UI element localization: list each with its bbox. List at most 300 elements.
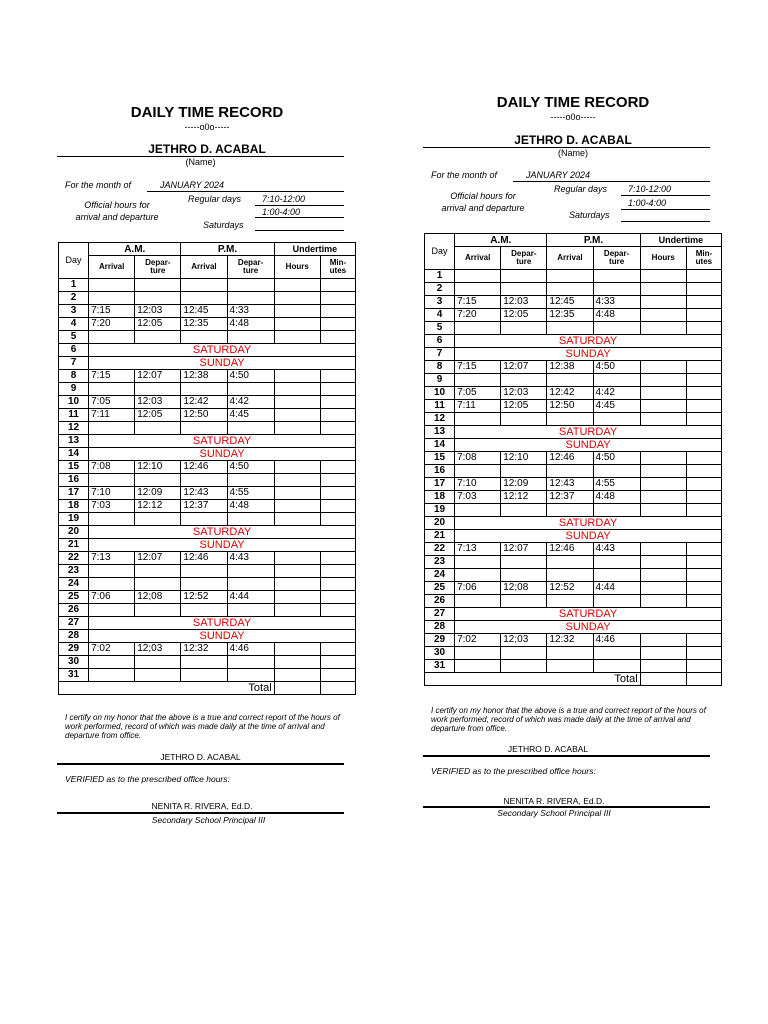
day-cell: 3 bbox=[59, 305, 89, 318]
col-day-header: Day bbox=[59, 243, 89, 279]
day-cell: 25 bbox=[425, 582, 455, 595]
undertime-minutes-cell bbox=[686, 400, 721, 413]
table-row bbox=[59, 292, 356, 305]
table-row bbox=[425, 322, 722, 335]
undertime-hours-cell bbox=[274, 396, 320, 409]
undertime-hours-cell bbox=[640, 569, 686, 582]
pm-arrival-cell bbox=[547, 595, 593, 608]
table-row bbox=[425, 595, 722, 608]
undertime-hours-cell bbox=[274, 279, 320, 292]
day-cell: 1 bbox=[425, 270, 455, 283]
pm-arrival-cell: 12:35 bbox=[181, 318, 227, 331]
table-row bbox=[425, 348, 722, 361]
am-arrival-cell bbox=[455, 270, 501, 283]
rest-day-cell: SUNDAY bbox=[455, 621, 722, 634]
pm-departure-cell bbox=[593, 283, 640, 296]
undertime-minutes-cell bbox=[320, 552, 355, 565]
undertime-hours-cell bbox=[274, 409, 320, 422]
pm-departure-cell: 4:45 bbox=[227, 409, 274, 422]
undertime-hours-cell bbox=[274, 604, 320, 617]
day-cell: 31 bbox=[425, 660, 455, 673]
time-record-table bbox=[58, 242, 356, 695]
am-arrival-cell bbox=[455, 556, 501, 569]
undertime-hours-cell bbox=[274, 383, 320, 396]
am-departure-cell bbox=[501, 647, 547, 660]
am-arrival-cell bbox=[89, 578, 135, 591]
pm-arrival-cell bbox=[547, 322, 593, 335]
am-departure-cell bbox=[135, 292, 181, 305]
undertime-hours-cell bbox=[640, 543, 686, 556]
undertime-minutes-cell bbox=[320, 643, 355, 656]
principal-signature-line bbox=[57, 812, 344, 814]
am-arrival-cell: 7:05 bbox=[455, 387, 501, 400]
table-row bbox=[59, 435, 356, 448]
day-cell: 18 bbox=[59, 500, 89, 513]
am-arrival-cell bbox=[455, 374, 501, 387]
am-arrival-cell: 7:11 bbox=[455, 400, 501, 413]
day-cell: 24 bbox=[425, 569, 455, 582]
undertime-minutes-cell bbox=[686, 634, 721, 647]
am-departure-cell: 12:03 bbox=[135, 305, 181, 318]
col-am-header: A.M. bbox=[455, 234, 547, 247]
day-cell: 29 bbox=[425, 634, 455, 647]
pm-arrival-cell bbox=[181, 604, 227, 617]
table-row bbox=[425, 452, 722, 465]
am-arrival-cell: 7:02 bbox=[455, 634, 501, 647]
undertime-minutes-cell bbox=[320, 669, 355, 682]
pm-arrival-cell bbox=[547, 647, 593, 660]
pm-departure-cell bbox=[593, 413, 640, 426]
undertime-hours-cell bbox=[274, 669, 320, 682]
day-cell: 22 bbox=[425, 543, 455, 556]
day-cell: 2 bbox=[425, 283, 455, 296]
pm-departure-cell bbox=[227, 578, 274, 591]
dtr-form-right bbox=[423, 0, 723, 1024]
official-hours-line1: Official hours for bbox=[84, 200, 150, 210]
day-cell: 20 bbox=[425, 517, 455, 530]
pm-arrival-cell bbox=[181, 422, 227, 435]
pm-departure-cell: 4:46 bbox=[227, 643, 274, 656]
col-am-arrival: Arrival bbox=[89, 256, 135, 279]
table-row bbox=[59, 461, 356, 474]
pm-arrival-cell: 12:43 bbox=[547, 478, 593, 491]
month-label: For the month of bbox=[431, 170, 498, 180]
undertime-hours-cell bbox=[640, 660, 686, 673]
undertime-hours-cell bbox=[274, 500, 320, 513]
undertime-minutes-cell bbox=[320, 474, 355, 487]
undertime-minutes-cell bbox=[320, 331, 355, 344]
pm-departure-cell bbox=[227, 279, 274, 292]
day-cell: 5 bbox=[59, 331, 89, 344]
pm-departure-cell: 4:50 bbox=[593, 361, 640, 374]
am-departure-cell bbox=[135, 331, 181, 344]
table-row bbox=[59, 318, 356, 331]
table-row bbox=[425, 621, 722, 634]
am-departure-cell: 12:05 bbox=[501, 309, 547, 322]
pm-departure-cell: 4:45 bbox=[593, 400, 640, 413]
undertime-hours-cell bbox=[640, 634, 686, 647]
saturdays-underline bbox=[255, 230, 344, 231]
undertime-hours-cell bbox=[274, 487, 320, 500]
undertime-minutes-cell bbox=[320, 461, 355, 474]
am-arrival-cell: 7:15 bbox=[89, 305, 135, 318]
col-pm-header: P.M. bbox=[181, 243, 274, 256]
rest-day-cell: SUNDAY bbox=[89, 448, 356, 461]
am-departure-cell bbox=[501, 374, 547, 387]
am-departure-cell: 12:03 bbox=[501, 296, 547, 309]
undertime-minutes-cell bbox=[320, 305, 355, 318]
rest-day-cell: SATURDAY bbox=[455, 608, 722, 621]
table-row bbox=[59, 500, 356, 513]
day-cell: 11 bbox=[425, 400, 455, 413]
table-row bbox=[425, 543, 722, 556]
day-cell: 12 bbox=[425, 413, 455, 426]
table-row bbox=[425, 426, 722, 439]
pm-arrival-cell bbox=[181, 513, 227, 526]
am-departure-cell bbox=[501, 504, 547, 517]
am-departure-cell bbox=[135, 578, 181, 591]
col-pm-arrival: Arrival bbox=[547, 247, 593, 270]
day-cell: 20 bbox=[59, 526, 89, 539]
table-row bbox=[59, 370, 356, 383]
day-cell: 1 bbox=[59, 279, 89, 292]
am-arrival-cell: 7:08 bbox=[455, 452, 501, 465]
am-arrival-cell bbox=[455, 322, 501, 335]
rest-day-cell: SUNDAY bbox=[89, 630, 356, 643]
table-row bbox=[59, 539, 356, 552]
employee-signatory: JETHRO D. ACABAL bbox=[160, 752, 241, 762]
pm-arrival-cell bbox=[547, 504, 593, 517]
pm-arrival-cell: 12:50 bbox=[181, 409, 227, 422]
undertime-minutes-cell bbox=[320, 422, 355, 435]
regular-hours-2-underline bbox=[255, 217, 344, 218]
pm-arrival-cell: 12:46 bbox=[181, 461, 227, 474]
pm-arrival-cell: 12:37 bbox=[181, 500, 227, 513]
am-arrival-cell bbox=[455, 569, 501, 582]
day-cell: 28 bbox=[425, 621, 455, 634]
form-subtitle: -----o0o----- bbox=[184, 122, 230, 132]
pm-departure-cell: 4:33 bbox=[593, 296, 640, 309]
am-departure-cell bbox=[501, 283, 547, 296]
undertime-minutes-cell bbox=[686, 660, 721, 673]
employee-name: JETHRO D. ACABAL bbox=[514, 133, 632, 147]
undertime-minutes-cell bbox=[686, 322, 721, 335]
time-record-table bbox=[424, 233, 722, 686]
table-row bbox=[59, 383, 356, 396]
pm-departure-cell bbox=[593, 504, 640, 517]
pm-arrival-cell: 12:50 bbox=[547, 400, 593, 413]
day-cell: 4 bbox=[59, 318, 89, 331]
pm-departure-cell bbox=[593, 595, 640, 608]
day-cell: 29 bbox=[59, 643, 89, 656]
undertime-minutes-cell bbox=[686, 504, 721, 517]
col-am-departure: Depar- ture bbox=[135, 256, 181, 279]
am-departure-cell: 12;03 bbox=[501, 634, 547, 647]
table-row bbox=[425, 465, 722, 478]
rest-day-cell: SATURDAY bbox=[455, 517, 722, 530]
am-arrival-cell bbox=[89, 565, 135, 578]
am-arrival-cell bbox=[89, 279, 135, 292]
am-departure-cell bbox=[135, 669, 181, 682]
day-cell: 7 bbox=[425, 348, 455, 361]
table-row bbox=[59, 578, 356, 591]
undertime-hours-cell bbox=[274, 565, 320, 578]
day-cell: 6 bbox=[425, 335, 455, 348]
undertime-hours-cell bbox=[640, 556, 686, 569]
am-arrival-cell bbox=[89, 331, 135, 344]
day-cell: 30 bbox=[425, 647, 455, 660]
undertime-hours-cell bbox=[640, 478, 686, 491]
undertime-minutes-cell bbox=[686, 270, 721, 283]
undertime-hours-cell bbox=[274, 656, 320, 669]
undertime-hours-cell bbox=[274, 422, 320, 435]
undertime-hours-cell bbox=[274, 578, 320, 591]
am-arrival-cell: 7:03 bbox=[455, 491, 501, 504]
form-title: DAILY TIME RECORD bbox=[130, 104, 284, 121]
table-row bbox=[425, 413, 722, 426]
am-arrival-cell bbox=[89, 513, 135, 526]
undertime-hours-cell bbox=[274, 318, 320, 331]
day-cell: 5 bbox=[425, 322, 455, 335]
undertime-minutes-cell bbox=[686, 452, 721, 465]
table-row bbox=[59, 591, 356, 604]
table-row bbox=[425, 608, 722, 621]
am-departure-cell: 12:10 bbox=[501, 452, 547, 465]
am-arrival-cell bbox=[89, 422, 135, 435]
pm-arrival-cell bbox=[547, 283, 593, 296]
am-arrival-cell bbox=[89, 383, 135, 396]
day-cell: 3 bbox=[425, 296, 455, 309]
dtr-form-left bbox=[57, 0, 357, 1024]
am-departure-cell: 12:05 bbox=[135, 409, 181, 422]
am-departure-cell: 12:09 bbox=[501, 478, 547, 491]
col-pm-departure: Depar- ture bbox=[593, 247, 640, 270]
pm-arrival-cell: 12:52 bbox=[547, 582, 593, 595]
undertime-hours-cell bbox=[640, 283, 686, 296]
day-cell: 11 bbox=[59, 409, 89, 422]
undertime-hours-cell bbox=[640, 647, 686, 660]
certification-text: I certify on my honor that the above is a true and correct report of the hours of work performed, record of which was made daily at the time of arrival and departure from office. bbox=[431, 706, 706, 733]
undertime-hours-cell bbox=[274, 331, 320, 344]
day-cell: 16 bbox=[425, 465, 455, 478]
am-arrival-cell bbox=[89, 656, 135, 669]
undertime-minutes-cell bbox=[320, 591, 355, 604]
am-arrival-cell: 7:10 bbox=[455, 478, 501, 491]
form-subtitle: -----o0o----- bbox=[550, 112, 596, 122]
pm-departure-cell bbox=[593, 569, 640, 582]
pm-departure-cell bbox=[227, 669, 274, 682]
table-row bbox=[59, 513, 356, 526]
pm-arrival-cell: 12:38 bbox=[547, 361, 593, 374]
pm-departure-cell: 4:43 bbox=[227, 552, 274, 565]
am-arrival-cell: 7:05 bbox=[89, 396, 135, 409]
undertime-minutes-cell bbox=[320, 578, 355, 591]
rest-day-cell: SUNDAY bbox=[455, 530, 722, 543]
table-row bbox=[59, 617, 356, 630]
day-cell: 2 bbox=[59, 292, 89, 305]
verified-text: VERIFIED as to the prescribed office hours: bbox=[65, 774, 230, 784]
pm-arrival-cell: 12:37 bbox=[547, 491, 593, 504]
pm-departure-cell: 4:50 bbox=[593, 452, 640, 465]
day-cell: 25 bbox=[59, 591, 89, 604]
pm-arrival-cell bbox=[181, 292, 227, 305]
undertime-minutes-cell bbox=[320, 500, 355, 513]
certification-text: I certify on my honor that the above is a true and correct report of the hours of work performed, record of which was made daily at the time of arrival and departure from office. bbox=[65, 713, 340, 740]
am-arrival-cell: 7:06 bbox=[89, 591, 135, 604]
am-departure-cell: 12:07 bbox=[501, 361, 547, 374]
regular-hours-1-underline bbox=[255, 205, 344, 206]
undertime-minutes-cell bbox=[320, 513, 355, 526]
official-hours-line1: Official hours for bbox=[450, 191, 516, 201]
undertime-minutes-cell bbox=[686, 647, 721, 660]
table-row bbox=[425, 647, 722, 660]
am-departure-cell: 12;03 bbox=[135, 643, 181, 656]
am-departure-cell bbox=[135, 604, 181, 617]
employee-signature-line bbox=[423, 755, 710, 757]
am-departure-cell: 12:09 bbox=[135, 487, 181, 500]
pm-departure-cell bbox=[593, 556, 640, 569]
rest-day-cell: SUNDAY bbox=[455, 439, 722, 452]
pm-departure-cell bbox=[593, 465, 640, 478]
am-arrival-cell: 7:15 bbox=[455, 296, 501, 309]
am-arrival-cell bbox=[455, 283, 501, 296]
pm-departure-cell: 4:43 bbox=[593, 543, 640, 556]
col-undertime-header: Undertime bbox=[640, 234, 721, 247]
col-am-departure: Depar- ture bbox=[501, 247, 547, 270]
undertime-hours-cell bbox=[640, 296, 686, 309]
name-caption: (Name) bbox=[185, 157, 216, 167]
pm-arrival-cell: 12:32 bbox=[181, 643, 227, 656]
undertime-minutes-cell bbox=[686, 543, 721, 556]
undertime-hours-cell bbox=[274, 552, 320, 565]
employee-signatory: JETHRO D. ACABAL bbox=[507, 744, 589, 754]
undertime-hours-cell bbox=[640, 361, 686, 374]
am-arrival-cell: 7:13 bbox=[89, 552, 135, 565]
day-cell: 4 bbox=[425, 309, 455, 322]
undertime-minutes-cell bbox=[686, 374, 721, 387]
am-arrival-cell: 7:10 bbox=[89, 487, 135, 500]
table-row bbox=[425, 504, 722, 517]
verified-text: VERIFIED as to the prescribed office hours: bbox=[431, 766, 596, 776]
principal-title: Secondary School Principal III bbox=[497, 808, 611, 818]
pm-arrival-cell bbox=[547, 569, 593, 582]
pm-departure-cell: 4:48 bbox=[593, 309, 640, 322]
name-caption: (Name) bbox=[557, 148, 588, 158]
pm-arrival-cell bbox=[547, 660, 593, 673]
undertime-minutes-cell bbox=[686, 582, 721, 595]
undertime-minutes-cell bbox=[686, 283, 721, 296]
rest-day-cell: SUNDAY bbox=[89, 357, 356, 370]
am-departure-cell: 12:05 bbox=[501, 400, 547, 413]
am-departure-cell bbox=[501, 413, 547, 426]
total-row bbox=[59, 682, 356, 695]
day-cell: 14 bbox=[59, 448, 89, 461]
day-cell: 31 bbox=[59, 669, 89, 682]
pm-departure-cell bbox=[227, 565, 274, 578]
day-cell: 28 bbox=[59, 630, 89, 643]
table-row bbox=[59, 344, 356, 357]
undertime-minutes-cell bbox=[320, 318, 355, 331]
undertime-minutes-cell bbox=[320, 396, 355, 409]
undertime-minutes-cell bbox=[686, 296, 721, 309]
table-row bbox=[425, 491, 722, 504]
day-cell: 26 bbox=[425, 595, 455, 608]
total-row bbox=[425, 673, 722, 686]
undertime-hours-cell bbox=[274, 474, 320, 487]
day-cell: 15 bbox=[425, 452, 455, 465]
pm-arrival-cell: 12:42 bbox=[181, 396, 227, 409]
pm-departure-cell bbox=[227, 292, 274, 305]
table-row bbox=[425, 439, 722, 452]
pm-arrival-cell bbox=[547, 270, 593, 283]
am-arrival-cell: 7:15 bbox=[89, 370, 135, 383]
table-row bbox=[425, 634, 722, 647]
table-row bbox=[59, 604, 356, 617]
pm-arrival-cell bbox=[547, 465, 593, 478]
month-underline bbox=[147, 191, 344, 192]
col-pm-header: P.M. bbox=[547, 234, 640, 247]
pm-arrival-cell: 12:43 bbox=[181, 487, 227, 500]
undertime-hours-cell bbox=[640, 413, 686, 426]
regular-hours-1: 7:10-12:00 bbox=[628, 184, 672, 194]
am-departure-cell bbox=[135, 565, 181, 578]
undertime-minutes-cell bbox=[320, 604, 355, 617]
col-pm-arrival: Arrival bbox=[181, 256, 227, 279]
am-departure-cell bbox=[135, 474, 181, 487]
undertime-minutes-cell bbox=[320, 656, 355, 669]
day-cell: 6 bbox=[59, 344, 89, 357]
table-row bbox=[425, 582, 722, 595]
table-row bbox=[59, 656, 356, 669]
pm-arrival-cell: 12:42 bbox=[547, 387, 593, 400]
day-cell: 9 bbox=[59, 383, 89, 396]
am-arrival-cell: 7:03 bbox=[89, 500, 135, 513]
pm-departure-cell bbox=[227, 656, 274, 669]
pm-departure-cell: 4:46 bbox=[593, 634, 640, 647]
saturdays-label: Saturdays bbox=[203, 220, 244, 230]
am-departure-cell bbox=[501, 595, 547, 608]
col-hours: Hours bbox=[274, 256, 320, 279]
rest-day-cell: SUNDAY bbox=[455, 348, 722, 361]
table-row bbox=[59, 422, 356, 435]
day-cell: 8 bbox=[59, 370, 89, 383]
undertime-hours-cell bbox=[274, 591, 320, 604]
pm-arrival-cell: 12:46 bbox=[547, 452, 593, 465]
am-departure-cell bbox=[135, 383, 181, 396]
am-arrival-cell bbox=[89, 292, 135, 305]
table-row bbox=[59, 409, 356, 422]
table-row bbox=[59, 669, 356, 682]
table-row bbox=[59, 487, 356, 500]
pm-departure-cell: 4:50 bbox=[227, 461, 274, 474]
undertime-hours-cell bbox=[640, 452, 686, 465]
table-row bbox=[59, 396, 356, 409]
pm-departure-cell bbox=[593, 322, 640, 335]
table-row bbox=[425, 530, 722, 543]
day-cell: 23 bbox=[59, 565, 89, 578]
regular-hours-2-underline bbox=[621, 209, 710, 210]
pm-arrival-cell: 12:35 bbox=[547, 309, 593, 322]
day-cell: 26 bbox=[59, 604, 89, 617]
principal-name: NENITA R. RIVERA, Ed.D. bbox=[503, 796, 605, 806]
am-departure-cell: 12:07 bbox=[135, 552, 181, 565]
am-departure-cell bbox=[135, 279, 181, 292]
undertime-hours-cell bbox=[274, 461, 320, 474]
table-row bbox=[425, 387, 722, 400]
col-am-arrival: Arrival bbox=[455, 247, 501, 270]
pm-arrival-cell: 12:45 bbox=[547, 296, 593, 309]
undertime-hours-cell bbox=[640, 400, 686, 413]
